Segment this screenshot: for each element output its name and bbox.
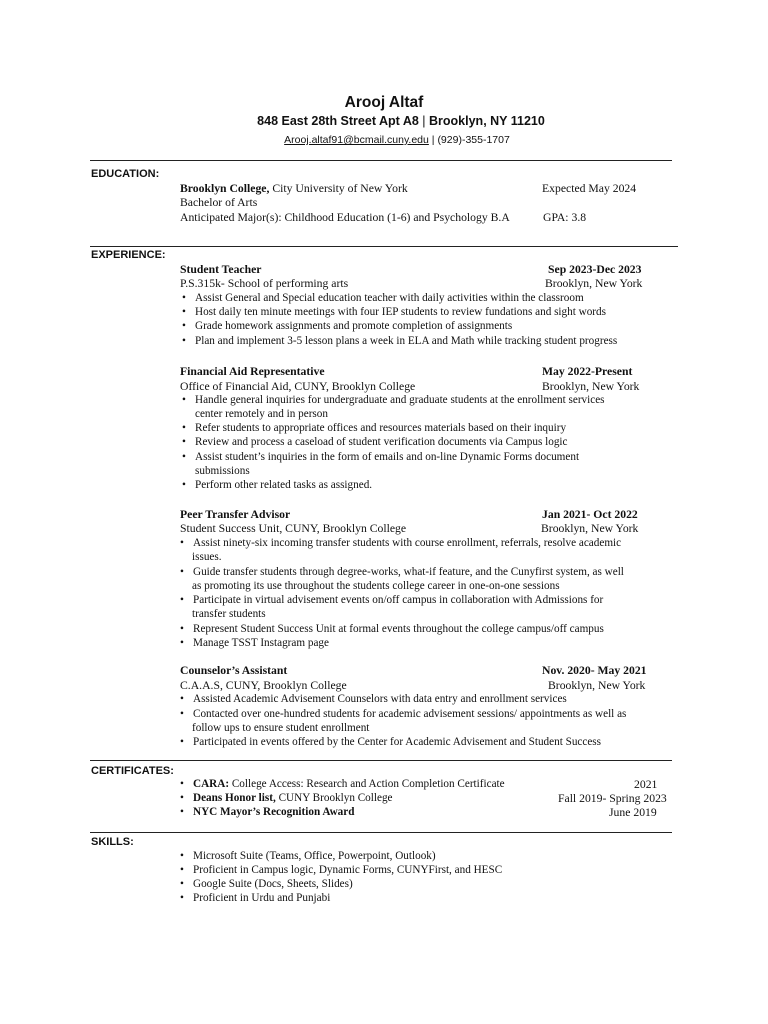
address-separator: | [418, 114, 430, 128]
list-item-continuation: issues. [192, 551, 222, 563]
candidate-name: Arooj Altaf [344, 94, 424, 111]
address-line [0, 114, 768, 128]
job-title: Counselor’s Assistant [180, 664, 288, 677]
job-dates: Nov. 2020- May 2021 [542, 664, 647, 677]
job-dates: Sep 2023-Dec 2023 [548, 263, 642, 276]
email-link[interactable]: Arooj.altaf91@bcmail.cuny.edu [284, 134, 429, 146]
address-street: 848 East 28th Street Apt A8 [257, 114, 419, 128]
divider [90, 760, 672, 761]
job-org: Office of Financial Aid, CUNY, Brooklyn College [180, 380, 416, 393]
job-location: Brooklyn, New York [545, 277, 643, 290]
education-major: Anticipated Major(s): Childhood Education (1-6) and Psychology B.A [180, 211, 510, 224]
job-title: Peer Transfer Advisor [180, 508, 291, 521]
experience-heading: EXPERIENCE: [91, 249, 166, 261]
skills-heading: SKILLS: [91, 836, 134, 848]
job-org: P.S.315k- School of performing arts [180, 277, 349, 290]
certificates-heading: CERTIFICATES: [91, 765, 174, 777]
list-item-continuation: submissions [195, 465, 250, 477]
divider [90, 246, 678, 247]
job-title: Student Teacher [180, 263, 262, 276]
divider [90, 160, 672, 161]
education-school [180, 182, 408, 195]
job-location: Brooklyn, New York [541, 522, 639, 535]
divider [90, 832, 672, 833]
contact-separator: | [428, 134, 438, 146]
job-location: Brooklyn, New York [548, 679, 646, 692]
list-item-continuation: follow ups to ensure student enrollment [192, 722, 370, 734]
job-title: Financial Aid Representative [180, 365, 325, 378]
job-org: C.A.A.S, CUNY, Brooklyn College [180, 679, 347, 692]
address-city: Brooklyn, NY 11210 [429, 114, 545, 128]
list-item-continuation: as promoting its use throughout the students college career in one-on-one sessions [192, 580, 560, 592]
phone-number: (929)-355-1707 [437, 134, 510, 146]
job-dates: Jan 2021- Oct 2022 [542, 508, 638, 521]
job-location: Brooklyn, New York [542, 380, 640, 393]
list-item-continuation: transfer students [192, 608, 266, 620]
resume-page: Arooj Altaf 848 East 28th Street Apt A8 | Brooklyn, NY 11210 Arooj.altaf91@bcmail.cuny.edu | (929)-355-1707 EDUCATION: Brooklyn College, City University of New York Expected May 2024 Bachelor of Arts Anticipated Major(s): Childhood Education (1-6) and Psychology B.A GPA: 3.8 EXPERIENCE: Student Teacher Sep 2023-Dec 2023 P.S.315k- School of performing arts Brooklyn, New York • Assist General and Special education teacher with daily activities within the classroom • Host daily ten minute meetings with four IEP students to review fundations and sight words • Grade homework assignments and promote completion of assignments • Plan and implement 3-5 lesson plans a week in ELA and Math while tracking student progress Financial Aid Representative May 2022-Present Office of Financial Aid, CUNY, Brooklyn College Brooklyn, New York • Handle general inquiries for undergraduate and graduate students at the enrollment services center remotely and in person • Refer students to appropriate offices and resources materials based on their inquiry • Review and process a caseload of student verification documents via Campus logic • Assist student’s inquiries in the form of emails and on-line Dynamic Forms document submissions • Perform other related tasks as assigned. Peer Transfer Advisor Jan 2021- Oct 2022 Student Success Unit, CUNY, Brooklyn College Brooklyn, New York • Assist ninety-six incoming transfer students with course enrollment, referrals, resolve academic issues. • Guide transfer students through degree-works, what-if feature, and the Cunyfirst system, as well as promoting its use throughout the students college career in one-on-one sessions • Participate in virtual advisement events on/off campus in collaboration with Admissions for transfer students • Represent Student Success Unit at formal events throughout the college campus/off campus • Manage TSST Instagram page Counselor’s Assistant Nov. 2020- May 2021 C.A.A.S, CUNY, Brooklyn College Brooklyn, New York • Assisted Academic Advisement Counselors with data entry and enrollment services • Contacted over one-hundred students for academic advisement sessions/ appointments as well as follow ups to ensure student enrollment • Participated in events offered by the Center for Academic Advisement and Student Success CERTIFICATES: • CARA: College Access: Research and Action Completion Certificate 2021 • Deans Honor list, CUNY Brooklyn College Fall 2019- Spring 2023 • NYC Mayor’s Recognition Award June 2019 SKILLS: • Microsoft Suite (Teams, Office, Powerpoint, Outlook) • Proficient in Campus logic, Dynamic Forms, CUNYFirst, and HESC • Google Suite (Docs, Sheets, Slides) • Proficient in Urdu and Punjabi [0, 0, 768, 1024]
education-degree: Bachelor of Arts [180, 196, 258, 209]
list-item-continuation: center remotely and in person [195, 408, 328, 420]
school-university: City University of New York [269, 182, 408, 195]
education-date: Expected May 2024 [542, 182, 637, 195]
job-dates: May 2022-Present [542, 365, 633, 378]
job-org: Student Success Unit, CUNY, Brooklyn College [180, 522, 407, 535]
certificate-date: June 2019 [609, 806, 657, 819]
contact-line [0, 134, 768, 146]
certificate-date: 2021 [634, 778, 658, 791]
school-name: Brooklyn College, [180, 182, 270, 195]
education-heading: EDUCATION: [91, 168, 160, 180]
education-gpa: GPA: 3.8 [543, 211, 587, 224]
certificate-date: Fall 2019- Spring 2023 [558, 792, 667, 805]
